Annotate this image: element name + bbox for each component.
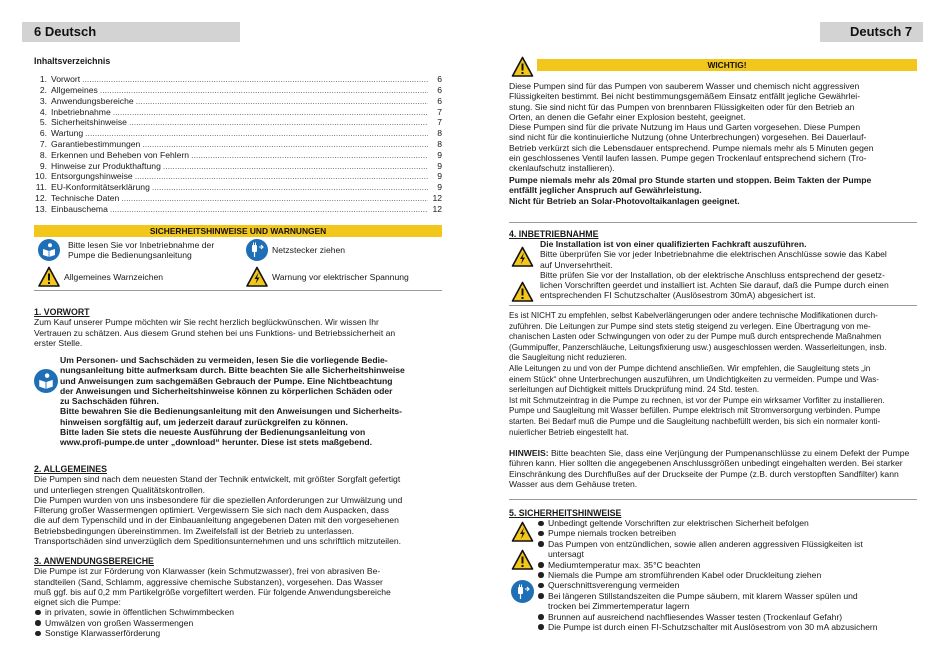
toc-number: 12. (35, 193, 47, 204)
toc-page: 12 (432, 203, 442, 214)
text-line: Vertrauen zu schätzen. Aus diesem Grund stehen bei uns Funktions- und Betriebssicherheit an (34, 327, 396, 338)
toc-entry-title: EU-Konformitätserklärung (51, 182, 150, 193)
text-line: hinweisen sorgfältig auf, um jederzeit darauf zurückgreifen zu können. (60, 416, 348, 427)
text-line: der Anweisungen und Sicherheitshinweise können zu körperlichen Schäden oder (60, 385, 393, 396)
list-item: Die Pumpe ist durch einen FI-Schutzschalter mit Auslösestrom von 30 mA abzusichern (537, 622, 921, 632)
toc-number: 11. (35, 182, 47, 193)
list-item: Niemals die Pumpe am stromführenden Kabel oder Druckleitung ziehen (537, 570, 921, 580)
electric-warning-icon (246, 266, 268, 288)
toc-leader (98, 85, 428, 96)
text-line: auf Unversehrtheit. (540, 259, 613, 270)
toc-number: 10. (35, 171, 47, 182)
text-line: Die Pumpe ist zur Förderung von Klarwasser (kein Schmutzwasser), frei von abrasiven Be- (34, 566, 381, 577)
text-line: www.profi-pumpe.de unter „download“ herunter. Diese ist stets maßgebend. (60, 437, 372, 448)
toc-number: 7. (39, 139, 47, 150)
text-line: Bitte bewahren Sie die Bedienungsanleitung mit den Anweisungen und Sicherheits- (60, 406, 403, 417)
text-line: starten. Bei Bedarf muß die Pumpe und die Saugleitung nachbefüllt werden, bis sich ein normaler konti- (509, 416, 881, 426)
section-anwendung (34, 556, 442, 639)
text-line: serleitungen auf Dichtigkeit mittels Druckprüfung mind. 24 Std. testen. (509, 385, 760, 395)
list-item: Pumpe niemals trocken betreiben (537, 528, 921, 538)
toc-leader (189, 150, 428, 161)
toc-entry (34, 128, 442, 139)
toc-leader (119, 193, 428, 204)
section-allgemeines (34, 464, 442, 546)
toc-number: 13. (35, 203, 47, 214)
list-item: Sonstige Klarwasserförderung (34, 628, 442, 638)
safety-title: SICHERHEITSHINWEISE UND WARNUNGEN (34, 225, 442, 237)
text-line: Transportschäden sind unverzüglich dem Speditionsunternehmen und uns schriftlich mitzuteilen. (34, 536, 402, 547)
text-line: führen kann. Hier sollten die angegebenen Anschlussgrößen unbedingt eingehalten werden. Bei starker (509, 458, 903, 469)
text-line: die auf dem Typenschild und in der Einbauanleitung angegebenen Daten mit den vorgesehenen (34, 515, 399, 526)
electric-warning-icon (511, 246, 534, 268)
electric-warning-label: Warnung vor elektrischer Spannung (272, 272, 409, 282)
text-line: Die Pumpen wurden von uns insbesondere für die speziellen Anforderungen zur Umwälzung und (34, 494, 403, 505)
unplug-label: Netzstecker ziehen (272, 245, 346, 255)
text-line: muß ggf. bis auf 0,2 mm Partikelgröße vorgefiltert werden. Für folgende Anwendungsbereiche (34, 586, 391, 597)
toc-entry-title: Hinweise zur Produkthaftung (51, 160, 161, 171)
toc-entry-title: Garantiebestimmungen (51, 139, 141, 150)
sicherheit-list (537, 518, 921, 632)
toc-leader (134, 96, 428, 107)
page-header-right: Deutsch 7 (820, 22, 923, 42)
toc-entry (34, 204, 442, 215)
vorwort-warning-block (34, 355, 442, 453)
text-line: Pumpe und Saugleitung mit Wasser befüllen. Pumpe elektrisch mit Stromversorgung verbinden. Pumpe (509, 406, 881, 416)
toc-entry-title: Inbetriebnahme (51, 106, 111, 117)
toc-page: 6 (437, 85, 442, 96)
text-line: Es ist NICHT zu empfehlen, selbst Kabelverlängerungen oder andere technische Modifikationen durch- (509, 311, 878, 320)
text-line: entsprechenden FI Schutzschalter (Auslösestrom 30mA) abgesichert ist. (540, 290, 816, 301)
text-line: nuierlicher Betrieb eingestellt hat. (509, 427, 629, 437)
section-inbetriebnahme (509, 229, 917, 489)
text-line: ckenlaufschutz installieren). (509, 163, 615, 174)
toc-number: 2. (39, 85, 47, 96)
read-manual-line-1: Bitte lesen Sie vor Inbetriebnahme der (68, 240, 215, 250)
text-line: Diese Pumpen sind für das Pumpen von sauberem Wasser und chemisch nicht aggressiven (509, 81, 860, 91)
page-header-left: 6 Deutsch (22, 22, 240, 42)
toc-entry (34, 85, 442, 96)
toc-leader (150, 182, 428, 193)
list-item-continuation: untersagt (548, 549, 584, 560)
toc-entry (34, 150, 442, 161)
toc-number: 1. (39, 74, 47, 85)
toc-page: 8 (437, 128, 442, 139)
list-item: Umwälzen von großen Wassermengen (34, 618, 442, 628)
toc-entry-title: Vorwort (51, 74, 81, 85)
toc-entry (34, 161, 442, 172)
text-line: Flüssigkeiten bestimmt. Bei nicht bestimmungsgemäßem Einsatz entfällt jegliche Gewährlei- (509, 91, 861, 102)
text-line: Orten, an denen die Gefahr einer Explosion besteht, geeignet. (509, 111, 746, 122)
text-line: eignet sich die Pumpe: (34, 597, 121, 608)
text-line: und Anweisungen zum sachgemäßen Gebrauch der Pumpe. Eine Nichtbeachtung (60, 375, 393, 386)
toc-entry (34, 117, 442, 128)
text-line: Alle Leitungen zu und von der Pumpe dichtend anschließen. Wir empfehlen, die Saugleitung stets „in (509, 363, 871, 373)
toc-page: 12 (432, 193, 442, 204)
list-item: Querschnittsverengung vermeiden (537, 580, 921, 590)
text-line: Die Pumpen sind nach dem neuesten Stand der Technik entwickelt, mit größter Sorgfalt gefertigt (34, 474, 401, 485)
toc-page: 6 (437, 95, 442, 106)
text-line: Einschränkung des Durchflußes auf der Druckseite der Pumpe (z.B. durch verstopften Sandfilter) kann (509, 468, 899, 479)
toc-list (34, 74, 442, 214)
text-line: Diese Pumpen sind für die private Nutzung im Haus und Garten vorgesehen. Diese Pumpen (509, 122, 861, 133)
anwendung-list (34, 607, 442, 638)
toc-entry-title: Anwendungsbereiche (51, 95, 134, 106)
toc-page: 7 (437, 106, 442, 117)
toc-number: 5. (39, 117, 47, 128)
section-sicherheit (509, 508, 917, 632)
general-warning-icon (511, 56, 534, 78)
toc-number: 8. (39, 149, 47, 160)
anwendung-heading: 3. ANWENDUNGSBEREICHE (34, 556, 154, 566)
text-line: standteilen (Sand, Schlamm, aggressive chemische Substanzen), vorgesehen. Das Wasser (34, 576, 383, 587)
unplug-icon (511, 580, 534, 603)
allgemeines-heading: 2. ALLGEMEINES (34, 464, 107, 474)
text-line: chanischen Lasten oder Schwingungen von oder zu der Pumpe muß durch entsprechende Maßnahmen (509, 332, 882, 342)
text-line: Betrieb verkürzt sich die Lebensdauer entsprechend. Pumpe niemals mehr als 5 Minuten gegen (509, 142, 874, 153)
toc-page: 7 (437, 117, 442, 128)
inbetrieb-text (509, 311, 919, 438)
general-warning-icon (38, 266, 60, 288)
toc-page: 9 (437, 182, 442, 193)
general-warning-label: Allgemeines Warnzeichen (64, 272, 164, 282)
list-item: Brunnen auf ausreichend nachfliesendes Wasser testen (Trockenlauf Gefahr) (537, 612, 921, 622)
read-manual-icon (38, 239, 60, 261)
toc-entry-title: Allgemeines (51, 85, 98, 96)
toc-leader (127, 117, 428, 128)
toc-number: 9. (39, 160, 47, 171)
toc-entry (34, 107, 442, 118)
toc-entry-title: Einbauschema (51, 203, 108, 214)
toc-entry-title: Erkennen und Beheben von Fehlern (51, 149, 190, 160)
section-vorwort (34, 307, 442, 348)
toc-leader (80, 74, 428, 85)
read-manual-icon (34, 369, 58, 393)
wichtig-title: WICHTIG! (537, 59, 917, 71)
text-line: Wasser aus dem Gehäuse treten. (509, 478, 638, 489)
toc-entry (34, 171, 442, 182)
text-line: zuführen. Die Leitungen zur Pumpe sind stets stetig steigend zu verlegen. Eine Übertragung von me- (509, 321, 871, 331)
allgemeines-text (34, 474, 442, 546)
unplug-icon (246, 239, 268, 261)
toc-entry (34, 139, 442, 150)
text-line: Pumpe niemals mehr als 20mal pro Stunde starten und stoppen. Beim Takten der Pumpe (509, 175, 872, 185)
text-line: Bitte prüfen Sie vor der Installation, ob der elektrische Anschluss entsprechend der gesetz- (540, 269, 885, 280)
toc-title: Inhaltsverzeichnis (34, 56, 111, 66)
text-line: stung. Sie sind nicht für das Pumpen von brennbaren Flüssigkeiten oder für den Betrieb an (509, 101, 855, 112)
text-line: (Gummipuffer, Panzerschläuche, Leitungsfixierung usw.) ausgeschlossen werden. Wasserleitungen, insb. (509, 342, 887, 352)
toc (34, 56, 442, 215)
text-line: ein geschlossenes Ventil laufen lassen. Pumpe gegen Trockenlauf entsprechend sichern (Tro- (509, 153, 867, 164)
toc-page: 6 (437, 74, 442, 85)
list-item-continuation: trocken bei Zimmertemperatur lagern (548, 601, 690, 612)
inbetrieb-warning-bold: Die Installation ist von einer qualifizierten Fachkraft auszuführen. (540, 239, 807, 249)
safety-general-warning (38, 266, 163, 288)
wichtig-bold-text (509, 175, 917, 206)
hint-first-line: Bitte beachten Sie, dass eine Verjüngung der Pumpenanschlüsse zu einem Defekt der Pumpe (548, 448, 910, 458)
toc-leader (108, 204, 428, 215)
vorwort-bold-text (60, 355, 444, 448)
safety-electric-warning (246, 266, 409, 288)
toc-entry (34, 96, 442, 107)
list-item: in privaten, sowie in öffentlichen Schwimmbecken (34, 607, 442, 617)
general-warning-icon (511, 549, 534, 571)
toc-page: 9 (437, 160, 442, 171)
general-warning-icon (511, 281, 534, 303)
inbetrieb-heading: 4. INBETRIEBNAHME (509, 229, 599, 239)
text-line: Filterung großer Wassermengen optimiert. Vergewissern Sie sich nach dem Auspacken, dass (34, 505, 390, 516)
wichtig-text (509, 81, 917, 174)
text-line: lichen Vorschriften geerdet und installiert ist. Achten Sie darauf, daß die Pumpe durch einen (540, 280, 889, 291)
electric-warning-icon (511, 521, 534, 543)
vorwort-text (34, 317, 442, 348)
text-line: Bitte überprüfen Sie vor jeder Inbetriebnahme die elektrischen Anschlüsse sowie das Kabel (540, 249, 887, 260)
hint-label: HINWEIS: (509, 448, 549, 458)
list-item: Mediumtemperatur max. 35°C beachten (537, 560, 921, 570)
toc-entry-title: Technische Daten (51, 193, 120, 204)
toc-leader (111, 107, 428, 118)
toc-page: 9 (437, 149, 442, 160)
inbetrieb-hint (509, 448, 919, 489)
text-line: Betriebsbedingungen übereinstimmen. Im Zweifelsfall ist der Betrieb zu unterlassen. (34, 525, 355, 536)
list-item: Das Pumpen von entzündlichen, sowie allen anderen aggressiven Flüssigkeiten ist (537, 539, 921, 549)
text-line: und unterliegen strengen Qualitätskontrollen. (34, 484, 206, 495)
text-line: Ist mit Schmutzeintrag in die Pumpe zu rechnen, ist vor der Pumpe ein wirksamer Vorfilter zu installieren. (509, 395, 885, 405)
right-page (475, 0, 950, 672)
toc-leader (83, 128, 428, 139)
list-item: Unbedingt geltende Vorschriften zur elektrischen Sicherheit befolgen (537, 518, 921, 528)
divider (509, 222, 917, 223)
toc-page: 9 (437, 171, 442, 182)
text-line: die Saugleitung nicht reduzieren. (509, 353, 627, 363)
divider (509, 305, 917, 306)
vorwort-heading: 1. VORWORT (34, 307, 90, 317)
text-line: sind nicht für die kontinuierliche Nutzung (ohne Unterbrechungen) vorgesehen. Bei Dauerlauf- (509, 132, 867, 143)
toc-leader (140, 139, 428, 150)
toc-entry-title: Sicherheitshinweise (51, 117, 127, 128)
text-line: einem Stück“ ohne Unterbrechungen auszuführen, um Undichtigkeiten zu vermeiden. Pumpe und Was- (509, 374, 879, 384)
text-line: nungsanleitung bitte aufmerksam durch. Bitte beachten Sie alle Sicherheitshinweise (60, 365, 405, 376)
toc-entry (34, 193, 442, 204)
toc-number: 3. (39, 95, 47, 106)
toc-entry (34, 182, 442, 193)
sicherheit-heading: 5. SICHERHEITSHINWEISE (509, 508, 622, 518)
text-line: Nicht für Betrieb an Solar-Photovoltaikanlagen geeignet. (509, 195, 740, 206)
text-line: erster Stelle. (34, 337, 83, 348)
inbetrieb-warning-lines (540, 249, 920, 300)
read-manual-line-2: Pumpe die Bedienungsanleitung (68, 250, 192, 260)
text-line: entfällt jeglicher Anspruch auf Gewährleistung. (509, 185, 702, 196)
text-line: Zum Kauf unserer Pumpe möchten wir Sie recht herzlich beglückwünschen. Wir wissen Ihr (34, 317, 379, 328)
toc-leader (161, 161, 428, 172)
safety-box (34, 225, 442, 291)
toc-page: 8 (437, 139, 442, 150)
safety-unplug (246, 239, 345, 261)
toc-entry-title: Wartung (51, 128, 84, 139)
toc-leader (133, 171, 428, 182)
anwendung-text (34, 566, 442, 607)
text-line: Bitte laden Sie stets die neueste Ausführung der Bedienungsanleitung von (60, 427, 366, 438)
list-item: Bei längeren Stillstandszeiten die Pumpe säubern, mit klarem Wasser spülen und (537, 591, 921, 601)
hint-lines (509, 458, 919, 489)
safety-read-manual (38, 239, 214, 261)
text-line: Um Personen- und Sachschäden zu vermeiden, lesen Sie die vorliegende Bedie- (60, 355, 388, 365)
toc-entry (34, 74, 442, 85)
toc-entry-title: Entsorgungshinweise (51, 171, 133, 182)
divider (509, 499, 917, 500)
inbetrieb-warning-text (540, 239, 920, 301)
toc-number: 6. (39, 128, 47, 139)
toc-number: 4. (39, 106, 47, 117)
text-line: zu Sachschäden führen. (60, 396, 159, 407)
